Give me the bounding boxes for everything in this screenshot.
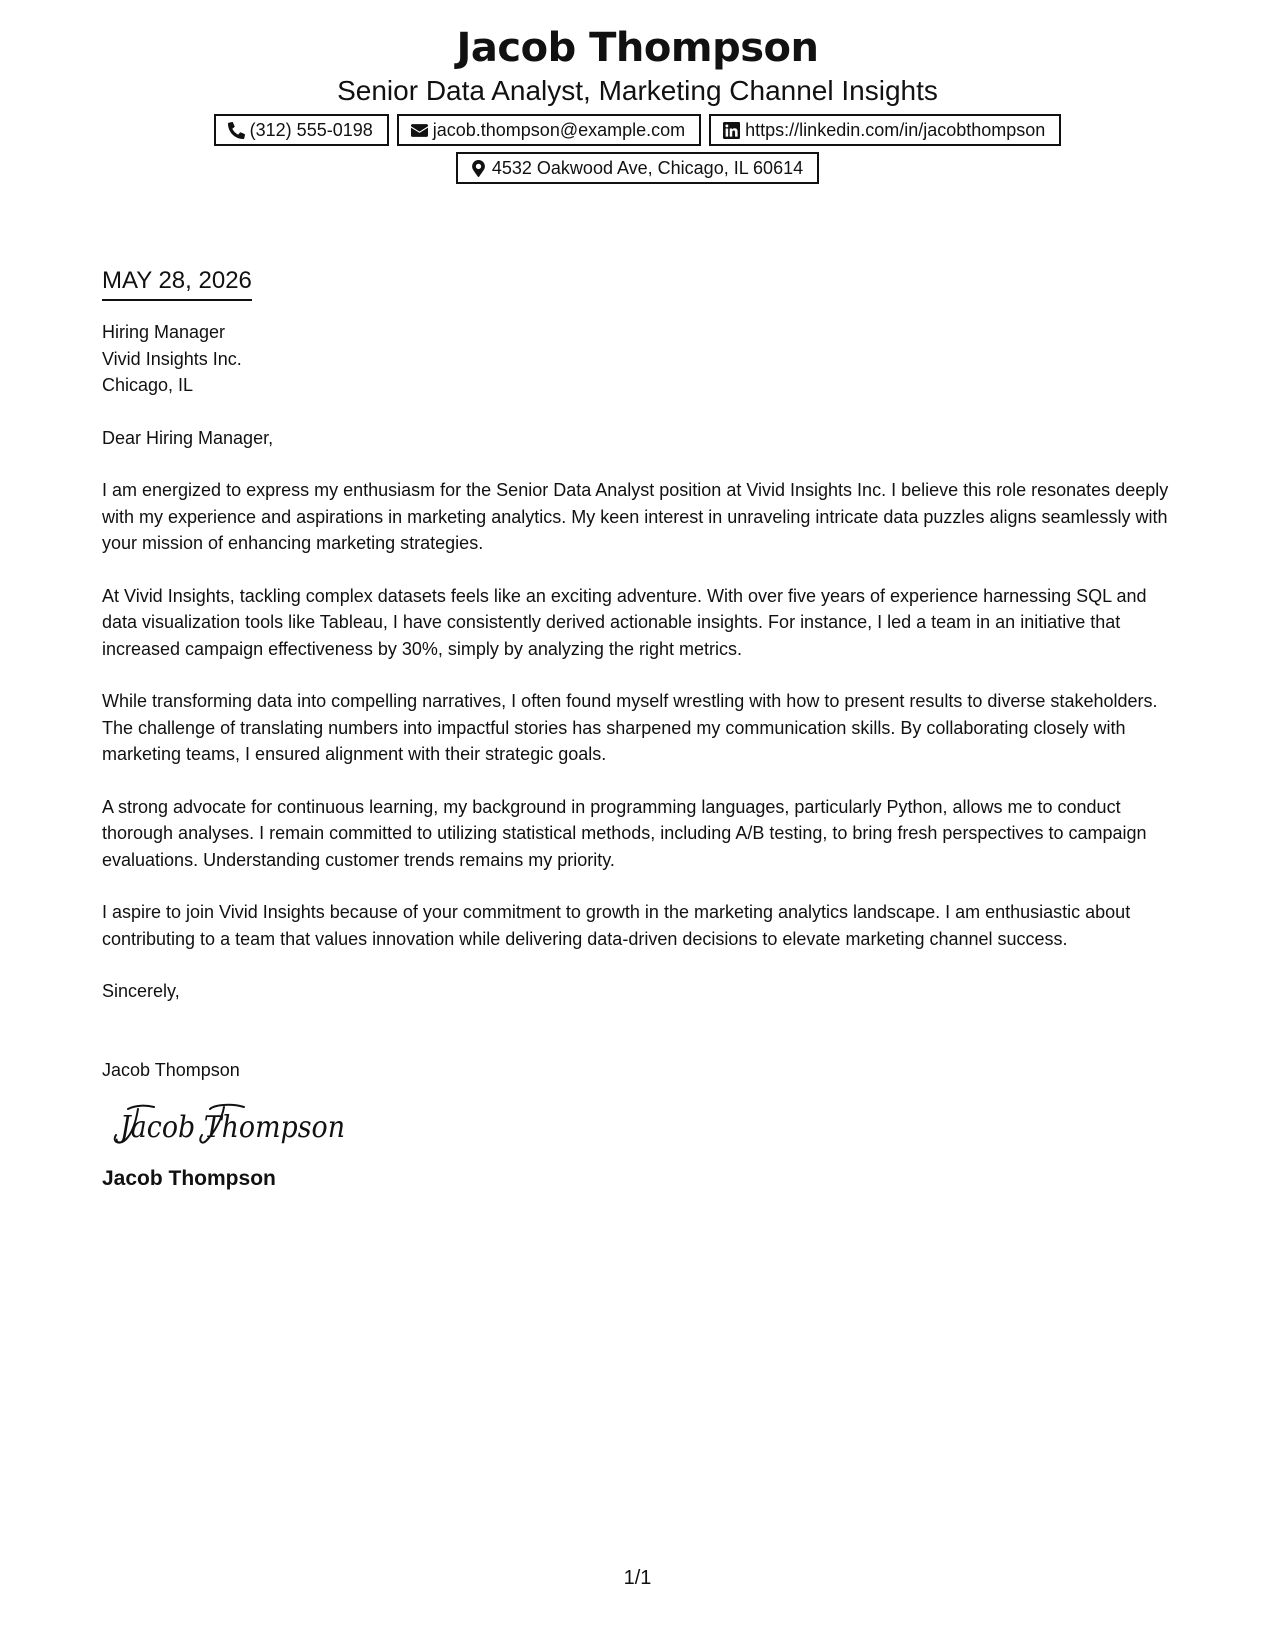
contact-email[interactable]	[397, 114, 701, 146]
closing: Sincerely,	[102, 981, 180, 1001]
contact-phone[interactable]	[214, 114, 389, 146]
body-paragraph: While transforming data into compelling narratives, I often found myself wrestling with how to present results to diverse stakeholders. The challenge of translating numbers into impactful stories has sharpened my communication skills. By collaborating closely with marketing teams, I ensured alignment with their strategic goals.	[102, 691, 1158, 764]
signer-name-bold: Jacob Thompson	[102, 1167, 276, 1190]
phone-icon	[228, 122, 245, 139]
handwritten-signature	[110, 1101, 350, 1151]
applicant-name: Jacob Thompson	[456, 25, 819, 71]
body-paragraph: I aspire to join Vivid Insights because of your commitment to growth in the marketing analytics landscape. I am enthusiastic about contributing to a team that values innovation while delivering data-driven decisions to elevate marketing channel success.	[102, 902, 1131, 949]
letter-header	[0, 22, 1275, 190]
linkedin-icon	[723, 122, 740, 139]
body-paragraph: I am energized to express my enthusiasm for the Senior Data Analyst position at Vivid Insights Inc. I believe this role resonates deeply with my experience and aspirations in marketing analytics. My keen interest in unraveling intricate data puzzles aligns seamlessly with your mission of enhancing marketing strategies.	[102, 480, 1169, 553]
letter-body	[102, 265, 1182, 1193]
salutation: Dear Hiring Manager,	[102, 427, 274, 448]
recipient-block	[102, 319, 1182, 399]
contact-address[interactable]	[456, 152, 819, 184]
address-text: 4532 Oakwood Ave, Chicago, IL 60614	[491, 158, 804, 178]
map-pin-icon	[470, 160, 487, 177]
signature-script: Jacob Thompson	[114, 1110, 345, 1145]
linkedin-text: https://linkedin.com/in/jacobthompson	[745, 120, 1046, 140]
page-number: 1/1	[623, 1567, 652, 1589]
contact-row-primary	[0, 114, 1275, 146]
contact-row-secondary	[0, 152, 1275, 184]
envelope-icon	[411, 122, 428, 139]
recipient-line: Hiring Manager	[102, 322, 226, 342]
applicant-title: Senior Data Analyst, Marketing Channel Insights	[337, 75, 938, 106]
email-text: jacob.thompson@example.com	[432, 120, 686, 140]
body-paragraph: At Vivid Insights, tackling complex datasets feels like an exciting adventure. With over five years of experience harnessing SQL and data visualization tools like Tableau, I have consistently derived actionable insights. For instance, I led a team in an initiative that increased campaign effectiveness by 30%, simply by analyzing the right metrics.	[102, 585, 1147, 659]
phone-text: (312) 555-0198	[249, 120, 373, 140]
recipient-line: Vivid Insights Inc.	[102, 348, 242, 369]
body-paragraph: A strong advocate for continuous learning, my background in programming languages, particularly Python, allows me to conduct thorough analyses. I remain committed to utilizing statistical methods, including A/B testing, to bring fresh perspectives to campaign evaluations. Understanding customer trends remains my priority.	[102, 796, 1147, 870]
contact-linkedin[interactable]	[709, 114, 1061, 146]
recipient-line: Chicago, IL	[102, 375, 194, 395]
letter-date: MAY 28, 2026	[102, 265, 252, 301]
signer-name: Jacob Thompson	[102, 1059, 240, 1080]
